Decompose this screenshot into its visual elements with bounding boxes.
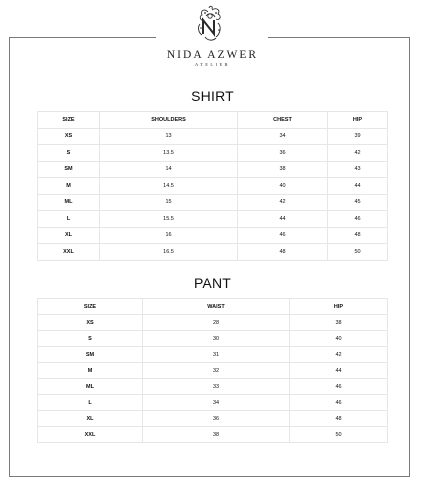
column-header-waist: WAIST: [143, 299, 290, 315]
size-cell: M: [38, 363, 143, 379]
table-row: [38, 347, 388, 363]
table-row: [38, 128, 388, 145]
table-row: [38, 379, 388, 395]
value-cell: 15: [100, 194, 238, 211]
value-cell: 39: [328, 128, 388, 145]
column-header-hip: HIP: [328, 112, 388, 129]
value-cell: 46: [290, 379, 388, 395]
size-cell: ML: [38, 379, 143, 395]
table-row: [38, 227, 388, 244]
table-row: [38, 395, 388, 411]
size-cell: XS: [38, 128, 100, 145]
value-cell: 33: [143, 379, 290, 395]
pant-size-table: [37, 298, 388, 443]
value-cell: 50: [328, 244, 388, 261]
value-cell: 46: [328, 211, 388, 228]
shirt-title: SHIRT: [191, 88, 234, 104]
value-cell: 40: [238, 178, 328, 195]
brand-subtitle: ATELIER: [194, 62, 231, 67]
table-row: [38, 178, 388, 195]
size-cell: L: [38, 395, 143, 411]
value-cell: 28: [143, 315, 290, 331]
size-cell: SM: [38, 161, 100, 178]
value-cell: 45: [328, 194, 388, 211]
value-cell: 46: [290, 395, 388, 411]
value-cell: 15.5: [100, 211, 238, 228]
value-cell: 38: [238, 161, 328, 178]
value-cell: 40: [290, 331, 388, 347]
size-cell: XXL: [38, 427, 143, 443]
value-cell: 36: [238, 145, 328, 162]
table-row: [38, 161, 388, 178]
size-cell: S: [38, 331, 143, 347]
column-header-hip: HIP: [290, 299, 388, 315]
value-cell: 43: [328, 161, 388, 178]
value-cell: 34: [238, 128, 328, 145]
table-row: [38, 331, 388, 347]
column-header-size: SIZE: [38, 112, 100, 129]
value-cell: 42: [328, 145, 388, 162]
size-cell: XXL: [38, 244, 100, 261]
value-cell: 48: [238, 244, 328, 261]
value-cell: 48: [328, 227, 388, 244]
value-cell: 38: [143, 427, 290, 443]
value-cell: 50: [290, 427, 388, 443]
value-cell: 36: [143, 411, 290, 427]
size-cell: XL: [38, 227, 100, 244]
size-cell: XS: [38, 315, 143, 331]
value-cell: 42: [238, 194, 328, 211]
value-cell: 31: [143, 347, 290, 363]
size-cell: M: [38, 178, 100, 195]
value-cell: 14: [100, 161, 238, 178]
brand-emblem-icon: [194, 4, 226, 44]
value-cell: 16.5: [100, 244, 238, 261]
size-cell: S: [38, 145, 100, 162]
value-cell: 44: [328, 178, 388, 195]
value-cell: 32: [143, 363, 290, 379]
value-cell: 13.5: [100, 145, 238, 162]
table-row: [38, 211, 388, 228]
table-header-row: [38, 112, 388, 129]
value-cell: 30: [143, 331, 290, 347]
pant-title: PANT: [193, 275, 232, 291]
value-cell: 46: [238, 227, 328, 244]
table-row: [38, 363, 388, 379]
value-cell: 38: [290, 315, 388, 331]
size-cell: SM: [38, 347, 143, 363]
column-header-chest: CHEST: [238, 112, 328, 129]
table-row: [38, 145, 388, 162]
value-cell: 14.5: [100, 178, 238, 195]
column-header-shoulders: SHOULDERS: [100, 112, 238, 129]
column-header-size: SIZE: [38, 299, 143, 315]
value-cell: 48: [290, 411, 388, 427]
table-row: [38, 427, 388, 443]
table-row: [38, 315, 388, 331]
value-cell: 16: [100, 227, 238, 244]
table-row: [38, 244, 388, 261]
table-header-row: [38, 299, 388, 315]
table-row: [38, 194, 388, 211]
value-cell: 34: [143, 395, 290, 411]
size-cell: XL: [38, 411, 143, 427]
value-cell: 42: [290, 347, 388, 363]
size-cell: L: [38, 211, 100, 228]
brand-name: NIDA AZWER: [166, 49, 259, 61]
value-cell: 13: [100, 128, 238, 145]
shirt-size-table: [37, 111, 388, 261]
value-cell: 44: [290, 363, 388, 379]
size-cell: ML: [38, 194, 100, 211]
value-cell: 44: [238, 211, 328, 228]
table-row: [38, 411, 388, 427]
